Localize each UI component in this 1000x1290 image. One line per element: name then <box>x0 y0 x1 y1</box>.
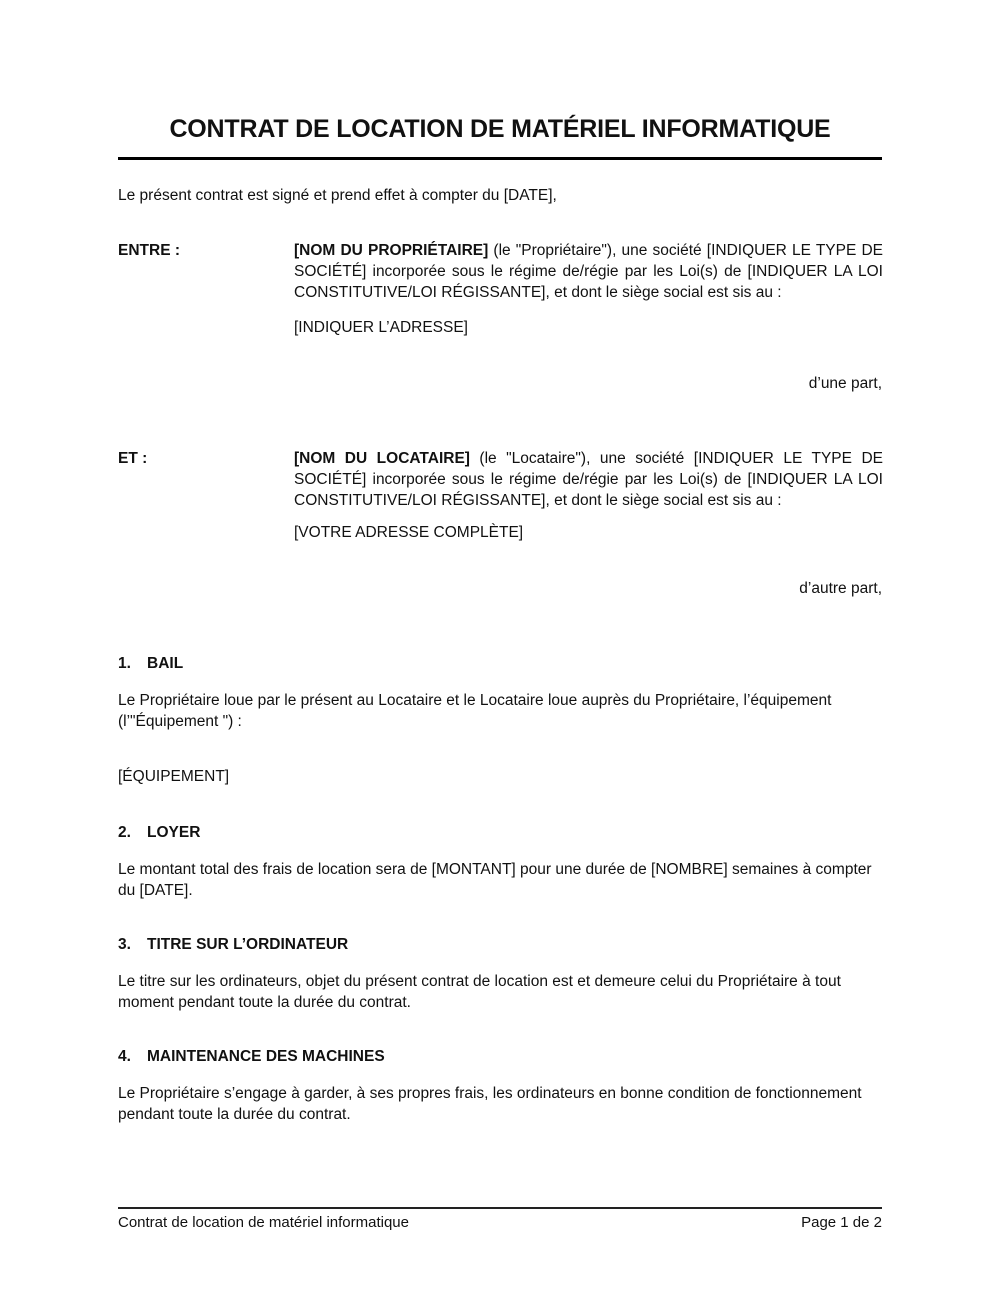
section-heading-loyer <box>118 822 200 843</box>
party-body-tenant <box>294 448 883 511</box>
section-body-titre: Le titre sur les ordinateurs, objet du présent contrat de location est et demeure celui du Propriétaire à tout moment pendant toute la durée du contrat. <box>118 973 841 1011</box>
section-number: 4. <box>118 1048 131 1065</box>
owner-closing: d’une part, <box>808 375 882 392</box>
section-title: MAINTENANCE DES MACHINES <box>147 1048 385 1065</box>
section-heading-titre <box>118 934 348 955</box>
footer-page-number: Page 1 de 2 <box>801 1214 882 1231</box>
owner-description: (le "Propriétaire"), une société [INDIQUER LE TYPE DE SOCIÉTÉ] incorporée sous le régime de/régie par les Loi(s) de [INDIQUER LA LOI CONSTITUTIVE/LOI RÉGISSANTE], et dont le siège social est sis au : <box>294 242 883 301</box>
section-heading-maintenance <box>118 1046 385 1067</box>
equipment-placeholder: [ÉQUIPEMENT] <box>118 768 230 785</box>
party-label-owner: ENTRE : <box>118 242 180 259</box>
section-heading-bail <box>118 653 183 674</box>
title-divider <box>118 157 882 160</box>
document-title: CONTRAT DE LOCATION DE MATÉRIEL INFORMATIQUE <box>169 115 831 143</box>
footer-divider <box>118 1207 882 1209</box>
intro-paragraph: Le présent contrat est signé et prend effet à compter du [DATE], <box>118 187 557 204</box>
section-title: BAIL <box>147 655 184 672</box>
party-label-tenant: ET : <box>118 450 148 467</box>
tenant-description: (le "Locataire"), une société [INDIQUER LE TYPE DE SOCIÉTÉ] incorporée sous le régime de/régie par les Loi(s) de [INDIQUER LA LOI CONSTITUTIVE/LOI RÉGISSANTE], et dont le siège social est sis au : <box>294 450 883 509</box>
section-title: TITRE SUR L’ORDINATEUR <box>147 936 349 953</box>
tenant-name-placeholder: [NOM DU LOCATAIRE] <box>294 450 470 467</box>
section-number: 1. <box>118 655 131 672</box>
party-body-owner <box>294 240 883 303</box>
owner-address-placeholder: [INDIQUER L’ADRESSE] <box>294 319 468 336</box>
section-body-bail: Le Propriétaire loue par le présent au Locataire et le Locataire loue auprès du Propriétaire, l’équipement (l’"Équipement ") : <box>118 692 832 730</box>
tenant-closing: d’autre part, <box>799 580 882 597</box>
section-number: 2. <box>118 824 131 841</box>
section-number: 3. <box>118 936 131 953</box>
section-title: LOYER <box>147 824 201 841</box>
tenant-address-placeholder: [VOTRE ADRESSE COMPLÈTE] <box>294 524 524 541</box>
section-body-loyer: Le montant total des frais de location sera de [MONTANT] pour une durée de [NOMBRE] semaines à compter du [DATE]. <box>118 861 872 899</box>
footer-document-name: Contrat de location de matériel informatique <box>118 1214 409 1231</box>
section-body-maintenance: Le Propriétaire s’engage à garder, à ses propres frais, les ordinateurs en bonne condition de fonctionnement pendant toute la durée du contrat. <box>118 1085 862 1123</box>
owner-name-placeholder: [NOM DU PROPRIÉTAIRE] <box>294 242 489 259</box>
